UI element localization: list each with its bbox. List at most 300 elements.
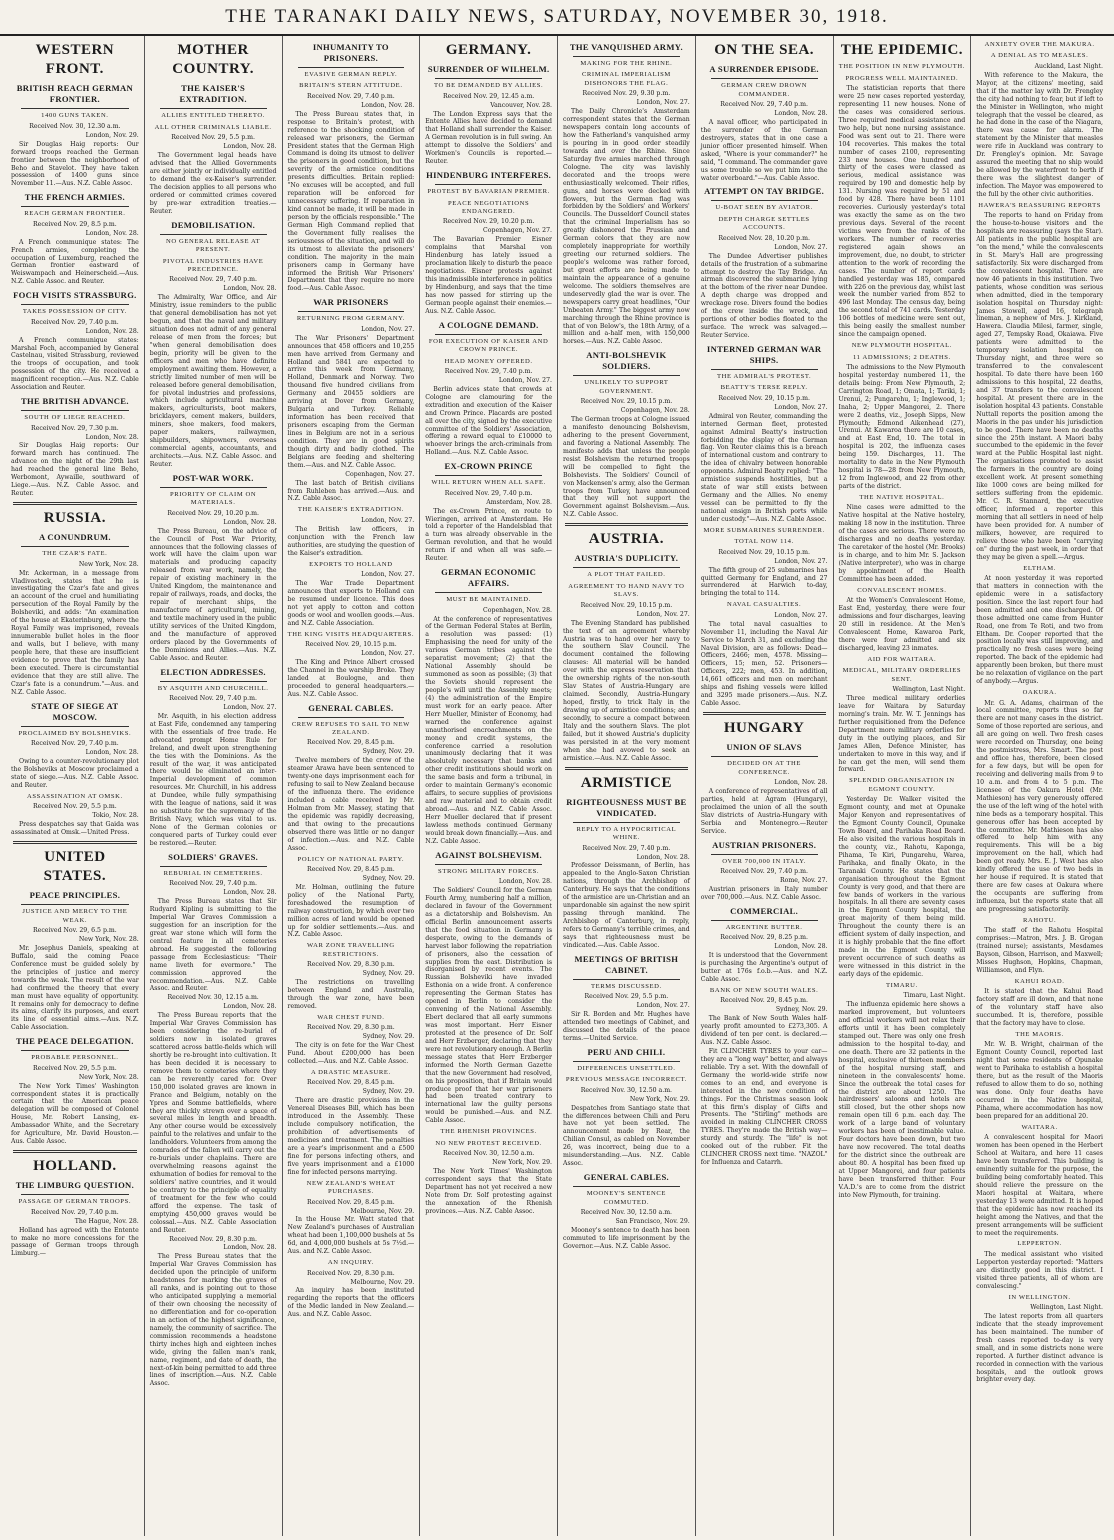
article-body: The latest reports from all quarters indicate that the steady improvement has been maintained. The number of fresh cases reported to-day is very small, and in some districts none were reported. A further distinct advance is recorded in connection with the various hospitals, and the outlook grows brighter every day. bbox=[976, 1312, 1103, 1384]
place-dateline: Copenhagen, Nov. 28. bbox=[620, 407, 690, 415]
subheading: HEAD MONEY OFFERED. bbox=[444, 357, 533, 365]
headline-rule bbox=[711, 200, 818, 201]
article-headline: ANTI-BOLSHEVIK SOLDIERS. bbox=[586, 350, 667, 372]
subheading: DIFFERENCES UNSETTLED. bbox=[577, 1064, 676, 1072]
article-headline: THE LIMBURG QUESTION. bbox=[15, 1180, 135, 1191]
headline-rule bbox=[435, 864, 542, 865]
newspaper-column-5 bbox=[557, 36, 695, 1536]
place-dateline: Sydney, Nov. 29. bbox=[362, 874, 415, 882]
article-body: Nine cases were admitted to the Native hospital at the Native hostelry, making 18 now in the institution. Three of the cases are serious. There were no discharges and no deaths yesterday. The caretaker of the hostel (Mr. Brooks) is in charge, and to him Mr. S. Jackson (Native interpreter), who was in charge by appointment of the Health Committee has been added. bbox=[838, 504, 966, 583]
subheading: PROTEST BY BAVARIAN PREMIER. bbox=[427, 188, 550, 196]
article-body: The German troops at Cologne issued a manifesto denouncing Bolshevism, adhering to the present Government, and favoring a National Assembly. The manifesto adds that unless the people resist Bolshevism the returned troops will be compelled to fight the Bolshevists. The Soldiers' Council of von Mackensen's army, also the German troops from Turkey, have announced that they will not support the Government against Bolshevism.—Aus. N.Z. Cable Assoc. bbox=[563, 416, 690, 519]
article-body: The Evening Standard has published the text of an agreement whereby Austria was to hand over her navy to the southern Slav Council. The document contained the following clauses: All material will be handed over with the express reservation that the ownership rights of the non-south Slav States of Austria-Hungary are claimed. Secondly, Austria-Hungary hoped, firstly, to trick Italy in the drawing up of armistice conditions; and secondly, to secure a compact between Italy and the southern Slavs. The plot failed, but it showed Austria's duplicity was persisted in at the very moment when she had avowed to seek an armistice.—Aus. N.Z. Cable Assoc. bbox=[563, 619, 690, 762]
headline-rule bbox=[573, 567, 680, 568]
received-dateline: Received Nov. 30, 12.50 a.m. bbox=[580, 1086, 673, 1094]
subheading: AID FOR WAITARA. bbox=[867, 655, 937, 663]
masthead: THE TARANAKI DAILY NEWS, SATURDAY, NOVEMBER 30, 1918. bbox=[0, 0, 1114, 36]
received-dateline: Received Nov. 29, 7.40 p.m. bbox=[720, 101, 808, 109]
headline-rule bbox=[711, 369, 818, 370]
received-dateline: Received Nov. 29, 7.40 p.m. bbox=[444, 489, 533, 497]
subheading: BEATTY'S TERSE REPLY. bbox=[720, 384, 808, 392]
received-dateline: Received Nov. 29, 9.30 p.m. bbox=[582, 90, 671, 98]
received-dateline: Received Nov. 29, 8.30 p.m. bbox=[169, 1235, 257, 1243]
received-dateline: Received Nov. 29, 7.40 p.m. bbox=[169, 880, 257, 888]
subheading: FOR EXECUTION OF KAISER AND CROWN PRINCE. bbox=[428, 337, 549, 354]
headline-rule bbox=[21, 304, 129, 305]
place-dateline: London, Nov. 28. bbox=[223, 143, 277, 151]
received-dateline: Received Nov. 29, 7.40 p.m. bbox=[31, 1208, 119, 1216]
place-dateline: London, Nov. 28. bbox=[223, 285, 277, 293]
headline-rule bbox=[435, 334, 542, 335]
newspaper-column-1 bbox=[6, 36, 144, 1536]
article-body: With reference to the Makura, the Mayor, at the citizens' meeting, said that if the matter lay with Dr. Frengley the city had nothing to fear, but if left to the Minister in Wellington, who might telegraph that the vessel be cleared, as he had done in the case of the Niagara, there was cause for alarm. The statement by the Minister that measles were rife in Auckland was contrary to Dr. Frengley's opinion. Mr. Savage assured the meeting that no ship would be allowed by the waterfront to berth if there was the slightest danger of infection. The Mayor was empowered to the full by the other civic authorities. bbox=[976, 71, 1103, 198]
newspaper-column-7 bbox=[833, 36, 971, 1536]
received-dateline: Received Nov. 29, 10.20 p.m. bbox=[167, 509, 259, 517]
article-body: The influenza epidemic here shows a marked improvement, but volunteers and official workers will not relax their efforts until it has been completely stamped out. There was only one fresh admission to the hospital to-day, and one death. There are 32 patients in the hospital, exclusive of thirteen members of the hospital nursing staff, and nineteen in the convalescents' home. Since the outbreak the total cases for the district are about 1250. The hairdressers' saloons and hotels are still closed, but the other shops now remain open till 6 p.m. each day. The work of a large band of voluntary workers has been of inestimable value. Four doctors have been down, but two have now recovered. The total deaths for the district since the outbreak are about 80. A hospital has been fixed up at Upper Mangorei, and four patients have been transferred thither. Four V.A.D.'s are to come from the district into New Plymouth, for training. bbox=[838, 1001, 966, 1199]
article-body: There are drastic provisions in the Venereal Diseases Bill, which has been introduced in the Assembly. These include compulsory notification, the prohibition of advertisements of medicines and treatment. The penalties are a year's imprisonment and a £500 fine for persons infecting others, and five years imprisonment and a £1000 fine for infected persons marrying. bbox=[287, 1097, 415, 1176]
headline-rule bbox=[298, 67, 405, 68]
article-body: The Press Bureau, on the advice of the Council of Post War Priority, announces that the following classes of work will have the claim upon war materials and producing capacity released from war work, namely, the repair of existing machinery in the United Kingdom, the maintenance and repair of railways, roads, and docks, the repair of merchant ships, the manufacture of agricultural, mining, and textile machinery used in the public utility services of the United Kingdom, and the manufacture of approved orders placed by the Governments of the Dominions and Allies.—Aus. N.Z. Cable Assoc. and Reuter. bbox=[149, 527, 277, 662]
subheading: PEACE NEGOTIATIONS ENDANGERED. bbox=[447, 199, 530, 215]
subheading: ASSASSINATION AT OMSK. bbox=[27, 792, 123, 800]
subheading: NEW ZEALAND'S WHEAT PURCHASES. bbox=[306, 1179, 396, 1196]
subheading: ARGENTINE BUTTER. bbox=[725, 923, 803, 931]
received-dateline: Received Nov. 29, 7.40 p.m. bbox=[444, 367, 533, 375]
subheading: THE CZAR'S FATE. bbox=[42, 550, 108, 558]
place-dateline: London, Nov. 29. bbox=[85, 131, 139, 139]
article-body: The New York Times' Washington correspondent states it is practically certain that the American peace delegation will be composed of Colonel House, Mr. Robert Lansing, ex-Ambassador White, and the Secretary for Agriculture, Mr. David Houston.—Aus. Cable Assoc. bbox=[11, 1082, 139, 1146]
article-headline: THE KAISER'S EXTRADITION. bbox=[179, 83, 247, 105]
article-body: The War Prisoners' Department announces that 458 officers and 10,255 men have arrived from Germany and Holland and 5841 are expected to arrive this week from Germany, Holland, Denmark and Norway. Two thousand five hundred civilians from Germany and 20455 soldiers are arriving at Dover from Germany, Bulgaria and Turkey. Reliable information has been received that prisoners escaping from the German lines in Belgium are not in a serious condition. They are in good spirits though dirty and badly clothed. The Belgians are feeding and sheltering them.—Aus. and N.Z. Cable Assoc. bbox=[287, 334, 415, 469]
received-dateline: Received Nov. 29, 7.40 p.m. bbox=[307, 92, 395, 100]
section-heading: GERMANY. bbox=[445, 42, 532, 58]
headline-rule bbox=[160, 866, 267, 867]
section-heading: ON THE SEA. bbox=[714, 42, 815, 58]
headline-rule bbox=[160, 681, 267, 682]
place-dateline: Melbourne, Nov. 29. bbox=[350, 1278, 415, 1286]
received-dateline: Received Nov. 30, 12.50 a.m. bbox=[442, 1150, 535, 1158]
received-dateline: Received Nov. 29, 10.15 p.m. bbox=[718, 548, 810, 556]
article-body: It is understood that the Government is purchasing the Argentine's output of butter at 176s f.o.b.—Aus. and N.Z. Cable Assoc. bbox=[700, 952, 828, 983]
headline-rule bbox=[21, 904, 129, 905]
article-body: The War Trade Department announces that exports to Holland can be resumed under licence. This does not yet apply to cotton and cotton goods or wool and woollen goods.—Aus. and N.Z. Cable Association. bbox=[287, 579, 415, 627]
headline-rule bbox=[711, 920, 818, 921]
article-body: Sir Douglas Haig reports: Our forward march has continued. The advance on the night of the 29th last had reached the general line Beho, Werbomont, Aywaille, southward of Liege.—Aus. N.Z. Cable Assoc. and Reuter. bbox=[11, 442, 139, 498]
article-body: Press despatches say that Gaida was assassinated at Omsk.—United Press. bbox=[11, 820, 139, 836]
place-dateline: Copenhagen, Nov. 27. bbox=[345, 470, 415, 478]
subheading: AN INQUIRY. bbox=[327, 1259, 374, 1267]
newspaper-column-4 bbox=[419, 36, 557, 1536]
article-body: It is stated that the Kahui Road factory staff are ill down, and that none of the voluntary staff have also succumbed. It is, therefore, possible that the factory may have to close. bbox=[976, 988, 1103, 1028]
place-dateline: San Francisco, Nov. 29. bbox=[615, 1217, 690, 1225]
subheading: WILL RETURN WHEN ALL SAFE. bbox=[431, 479, 546, 487]
place-dateline: Sydney, Nov. 29. bbox=[362, 748, 415, 756]
subheading: THE KAISER'S EXTRADITION. bbox=[297, 506, 404, 514]
subheading: POLICY OF NATIONAL PARTY. bbox=[297, 855, 405, 863]
headline-rule bbox=[160, 108, 267, 109]
received-dateline: Received Nov. 29, 10.15 p.m. bbox=[580, 601, 673, 609]
place-dateline: New York, Nov. 29. bbox=[629, 1095, 690, 1103]
received-dateline: Received Nov. 29, 8.45 p.m. bbox=[307, 1079, 395, 1087]
article-body: The medical assistant who visited Lepperton yesterday reported: "Matters are distinctly good in this district. I visited three patients, all of whom are convalescing." bbox=[976, 1250, 1103, 1290]
article-body: The Soldiers' Council for the German Fourth Army, numbering half a million, declared in favour of the Government as a dictatorship and Bolshevism. An official Berlin announcement asserts that the food situation in Germany is desperate, owing to the demands of harvest labor following the repatriation of prisoners, also the cessation of supplies from the east. Distribution is disorganised by recent events. The Russian Bolsheviki have invaded Esthonia on a wide front. A conference representing the German States has opened in Berlin to consider the convening of the National Assembly. Ebert declared that all early summons was most important. Herr Eisner protested at the presence of Dr. Solf and Herr Erzberger, declaring that they were not revolutionary enough. A Berlin message states that Herr Erzberger informed the North German Gazette that the new Government had resolved, on his proposition, that if Britain would produce proof that her war prisoners had been treated contrary to international law the guilty persons would be punished.—Aus. and N.Z. Cable Assoc. bbox=[425, 887, 552, 1125]
article-body: The New York Times' Washington correspondent says that the State Department has not yet received a new Note from Dr. Solf protesting against the annexation of the Rhenish provinces.—Aus. N.Z. Cable Assoc. bbox=[425, 1167, 552, 1215]
received-dateline: Received Nov. 29, 8.25 p.m. bbox=[720, 934, 808, 942]
article-body: The city is on fete for the War Chest Fund. About £200,000 has been collected.—Aus. and N.Z. Cable Assoc. bbox=[287, 1042, 415, 1066]
section-rule bbox=[565, 767, 688, 770]
headline-rule bbox=[160, 234, 267, 235]
place-dateline: London, Nov. 28. bbox=[223, 518, 277, 526]
article-body: The ex-Crown Prince, en route to Wieringen, arrived at Amsterdam. He told a reporter of the Handelsblad that a turn was already observable in the German revolution, and that he would return if and when all was safe.—Reuter. bbox=[425, 507, 552, 563]
received-dateline: Received Nov. 29, 10.15 p.m. bbox=[718, 394, 810, 402]
place-dateline: Sydney, Nov. 29. bbox=[362, 1088, 415, 1096]
place-dateline: London, Nov. 28. bbox=[223, 1244, 277, 1252]
article-body: The London Express says that the Entente Allies have decided to demand that Holland shall surrender the Kaiser. A German revolution is in full swing. An attempt to dissolve the Soldiers' and Workmen's Councils is reported.—Reuter. bbox=[425, 110, 552, 166]
article-body: The Press Bureau states that, in response to Britain's protest, with reference to the shocking condition of released war prisoners, the German President states that the German High Command is doing its utmost to deliver the prisoners in good condition, but the severity of the armistice conditions presents difficulties. Britain replied: "No excuses will be accepted, and full reparation will be enforced for unnecessary suffering. If reparation in kind cannot be made, it will be made in person by the officials responsible." The German High Command replied that the Government fully realises the seriousness of the situation, and will do its utmost to alleviate the prisoners' condition. The majority in the main prisoners camp in Germany have informed the British War Prisoners' Department that they require no more food.—Aus. Cable Assoc. bbox=[287, 110, 415, 293]
headline-rule bbox=[573, 979, 680, 980]
subheading: ANXIETY OVER THE MAKURA. bbox=[984, 41, 1095, 48]
article-body: The King and Prince Albert crossed the Channel in the warship Broke. They landed at Boulogne, and then proceeded to general headquarters.—Aus. N.Z. Cable Assoc. bbox=[287, 658, 415, 698]
article-body: The Bank of New South Wales half-yearly profit amounted to £273,305. A dividend of ten per cent. is declared.—Aus. N.Z. Cable Assoc. bbox=[700, 1015, 828, 1046]
article-headline: AUSTRIA'S DUPLICITY. bbox=[574, 553, 679, 564]
place-dateline: Copenhagen, Nov. 28. bbox=[483, 606, 552, 614]
headline-rule bbox=[21, 410, 129, 411]
subheading: KAHUI ROAD. bbox=[1014, 977, 1065, 985]
place-dateline: London, Nov. 27. bbox=[774, 243, 828, 251]
subheading: THE NATIVE HOSPITAL. bbox=[859, 493, 945, 501]
subheading: THE KING VISITS HEADQUARTERS. bbox=[287, 630, 415, 638]
article-body: Mooney's sentence to death has been commuted to life imprisonment by the Governor.—Aus. N.Z. Cable Assoc. bbox=[563, 1226, 690, 1250]
article-headline: GENERAL CABLES. bbox=[583, 1172, 669, 1183]
place-dateline: Sydney, Nov. 29. bbox=[362, 970, 415, 978]
place-dateline: London, Nov. 28. bbox=[85, 327, 139, 335]
article-body: Yesterday Dr. Walker visited the Egmont county, and met at Opunake Major Kenyon and representatives of the Egmont County Council, Opunake Town Board, and Parihaka Road Board. He also visited the various hospitals in the county, viz., Rahotu, Kaponga, Pihama, Te Kiri, Pungarehu, Warea, Parihaka, and finally Okato, in the Taranaki County. He states that the organisation throughout the Egmont County is very good, and that there are few bands of workers in the various hospitals. In all there are seventy cases in the Egmont County hospital, the great majority of them being mild. Throughout the county there is an efficient system of daily inspection, and it is highly probable that the fine effort made in the Egmont County will prevent occurrence of such deaths as were witnessed in this district in the early days of the epidemic. bbox=[838, 796, 966, 978]
article-body: Mr. Asquith, in his election address at East Fife, condemned any tampering with the essentials of free trade. He advocated prompt Home Rule for Ireland, and dwelt upon strengthening the ties with the Dominions. As the result of the war, it was anticipated there would be eliminated an inter-Imperial development of common resources. Mr. Churchill, in his address at Dundee, while fully sympathising with the league of nations, said it was no substitute for the supremacy of the British Navy, which was vital to us. None of the German colonies or conquered parts of Turkey could ever be restored.—Reuter. bbox=[149, 712, 277, 847]
headline-rule bbox=[21, 1194, 129, 1195]
subheading: PROBABLE PERSONNEL. bbox=[31, 1054, 119, 1062]
article-body: The Daily Chronicle's Amsterdam correspondent states that the German newspapers contain long accounts of how the Fatherland's vanquished army is pouring in in good order steadily towards and over the Rhine. Since Saturday five armies marched through Cologne. The city was lavishly decorated and the troops were enthusiastically welcomed. Their rifles, guns, and horses were decked with flowers, but the German flag was forbidden by the Soldiers' and Workers' Councils. The Dusseldorf Council states that the criminal Imperialism has so greatly dishonored the Prussian and German colors that they are now completely inappropriate for worthily greeting our returned soldiers. The people's welcome was rather forced, but great efforts are being made to maintain the appearance of a genuine welcome. The soldiers themselves are undeservedly glad the war is over. The newspapers carry great headlines, "Our Unbeaten Army." The biggest army now marching through the Rhine province is that of von Below's, the 18th Army, of a million and a-half men, with 150,000 horses.—Aus. N.Z. Cable Assoc. bbox=[563, 108, 690, 346]
subheading: PASSAGE OF GERMAN TROOPS. bbox=[18, 1198, 132, 1206]
article-body: Holland has agreed with the Entente to make no more concessions for the passage of German troops through Limburg.— bbox=[11, 1226, 139, 1258]
received-dateline: Received Nov. 28, 10.20 p.m. bbox=[718, 234, 810, 242]
article-body: Mr. Holman, outlining the future policy of the National Party, foreshadowed the resumption of railway construction, by which over two million acres of land would be opened up for soldier settlements.—Aus. and N.Z. Cable Assoc. bbox=[287, 883, 415, 939]
received-dateline: Received Nov. 29, 6.5 p.m. bbox=[33, 927, 117, 935]
section-heading: MOTHER COUNTRY. bbox=[172, 42, 254, 78]
section-heading: THE EPIDEMIC. bbox=[840, 42, 964, 58]
received-dateline: Received Nov. 29, 5.5 p.m. bbox=[584, 993, 669, 1001]
subheading: THE MAORIS. bbox=[1015, 1031, 1064, 1038]
received-dateline: Received Nov. 29, 8.30 p.m. bbox=[307, 1269, 395, 1277]
article-body: At noon yesterday it was reported that matters in connection with the epidemic were in a satisfactory position. Since the last report four had been admitted and one discharged. Of those admitted one came from Hunter Road, one from Te Roti, and two from Eltham. Dr. Cooper reported that the position locally was still improving, and practically no fresh cases were being reported. The back of the epidemic had apparently been broken, but there must be no relaxation of vigilance on the part of anybody.—Argus. bbox=[976, 574, 1103, 686]
place-dateline: London, Nov. 28. bbox=[774, 779, 828, 787]
section-heading: RUSSIA. bbox=[43, 510, 107, 526]
subheading: WAITARA. bbox=[1021, 1123, 1058, 1131]
headline-rule bbox=[21, 108, 129, 109]
article-headline: BRITISH REACH GERMAN FRONTIER. bbox=[16, 83, 134, 105]
subheading: RETURNING FROM GERMANY. bbox=[296, 315, 405, 323]
article-body: The fifth group of 25 submarines has quitted Germany for England, and 27 surrendered at Harwich to-day, bringing the total to 114. bbox=[700, 566, 828, 598]
subheading: NEW PLYMOUTH HOSPITAL. bbox=[851, 342, 953, 350]
article-body: Three medical military orderlies leave for Waitara by Saturday morning's train. Mr. W. T. Jennings has further requisitioned from the Defence Department more military orderlies for duty in the outlying places, and Sir James Allen, Defence Minister, has undertaken to move in this way, and if he can get the men, will send them forward. bbox=[838, 695, 966, 774]
article-headline: GENERAL CABLES. bbox=[308, 702, 394, 713]
subheading: CONVALESCENT HOMES. bbox=[857, 586, 947, 594]
article-headline: AGAINST BOLSHEVISM. bbox=[435, 849, 543, 860]
columns-container bbox=[6, 36, 1108, 1536]
subheading: AGREEMENT TO HAND NAVY TO SLAVS. bbox=[568, 582, 685, 599]
subheading: STRONG MILITARY FORCES. bbox=[438, 867, 540, 875]
headline-rule bbox=[435, 184, 542, 185]
article-headline: PERU AND CHILI. bbox=[587, 1046, 666, 1057]
article-body: The last batch of British civilians from Ruhleben has arrived.—Aus. and N.Z. Cable Assoc. bbox=[287, 479, 415, 503]
subheading: EXPORTS TO HOLLAND bbox=[309, 560, 393, 568]
section-heading: UNITED STATES. bbox=[43, 848, 107, 884]
section-rule bbox=[13, 502, 137, 505]
received-dateline: Received Nov. 30, 12.30 a.m. bbox=[29, 122, 121, 130]
place-dateline: Wellington, Last Night. bbox=[892, 686, 966, 694]
subheading: THE ADMIRAL'S PROTEST. bbox=[716, 372, 812, 380]
headline-rule bbox=[711, 78, 818, 79]
subheading: WAR ZONE TRAVELLING RESTRICTIONS. bbox=[307, 942, 395, 958]
headline-rule bbox=[435, 475, 542, 476]
headline-rule bbox=[573, 822, 680, 823]
subheading: PROGRESS WELL MAINTAINED. bbox=[845, 74, 959, 82]
article-headline: EX-CROWN PRINCE bbox=[444, 461, 533, 472]
subheading: SPLENDID ORGANISATION IN EGMONT COUNTY. bbox=[849, 777, 955, 793]
received-dateline: Received Nov. 29, 8.5 p.m. bbox=[33, 220, 117, 228]
article-headline: A CONUNDRUM. bbox=[38, 532, 111, 543]
place-dateline: New York, Nov. 28. bbox=[78, 560, 139, 568]
received-dateline: Received Nov. 29, 8.30 p.m. bbox=[307, 1024, 395, 1032]
place-dateline: London, Nov. 27. bbox=[361, 649, 415, 657]
article-body: A conference of representatives of all parties, held at Agram (Hungary), proclaimed the union of all the south Slav districts of Austria-Hungary with Serbia and Montenegro.—Reuter Service. bbox=[700, 788, 828, 835]
article-headline: INTERNED GERMAN WAR SHIPS. bbox=[706, 343, 822, 365]
subheading: CRIMINAL IMPERIALISM DISHONORS THE FLAG. bbox=[581, 71, 671, 87]
place-dateline: London, Nov. 28. bbox=[498, 878, 552, 886]
headline-rule bbox=[435, 78, 542, 79]
article-body: The Government legal heads have advised that the Allied Governments are either jointly or individually entitled to demand the ex-Kaiser's surrender. The decision applies to all persons who ordered or committed crimes covered by pre-war extradition treaties.—Reuter. bbox=[149, 152, 277, 215]
place-dateline: London, Nov. 28. bbox=[361, 101, 415, 109]
subheading: REPLY TO A HYPOCRITICAL WHINE. bbox=[576, 825, 677, 842]
subheading: OVER 700,000 IN ITALY. bbox=[722, 857, 807, 865]
article-body: The admissions to the New Plymouth hospital yesterday numbered 11, the details being: From New Plymouth, 2; Carrington Road, 1; Omata, 1; Tariki, 1; Urenui, 2; Pungarehu, 1; Inglewood, 1; Inaha, 2; Upper Mangorei, 2. There were 2 deaths, viz., Joseph Sipps, New Plymouth; Edmond Aikenhead (27), Urenui. At Kawaroa there are 10 cases, and at East End, 10. The total in hospital is 202, the influenza cases being 159. Discharges, 11. The mortality to date in the New Plymouth hospital is 78—28 from New Plymouth, 12 from Inglewood, and 22 from other parts of the district. bbox=[838, 363, 966, 490]
subheading: OAKURA. bbox=[1022, 689, 1057, 697]
subheading: PROCLAIMED BY BOLSHEVIKS. bbox=[18, 729, 132, 737]
place-dateline: London, Nov. 27. bbox=[636, 610, 690, 618]
received-dateline: Received Nov. 29, 7.40 p.m. bbox=[169, 695, 257, 702]
received-dateline: Received Nov. 29, 8.45 p.m. bbox=[307, 865, 395, 873]
subheading: A DRASTIC MEASURE. bbox=[310, 1069, 391, 1076]
headline-rule bbox=[21, 726, 129, 727]
place-dateline: New York, Nov. 29. bbox=[492, 1159, 552, 1166]
article-body: The Press Bureau reports that the Imperial War Graves Commission has been considering the re-burial of soldiers now in isolated graves scattered across battle-fields which will shortly be re-brought into cultivation. It has been decided it is necessary to remove them to cemeteries where they can be reverently cared for. Over 150,000 isolated graves are known in France and Belgium, notably on the Ypres and Somme battlefields, where they are thickly strewn over a space of several miles in length and breadth. Any other course would be excessively painful to the relatives and unfair to the landholders. Volunteers from among the comrades of the fallen will carry out the re-burials under chaplains. There are overwhelming reasons against the exhumation of bodies for removal to the soldiers' native countries, and it would be contrary to the principle of equality of treatment for the few who could afford the expense. The task of emptying 450,000 graves would be colossal.—Aus. N.Z. Cable Association and Reuter. bbox=[149, 1012, 277, 1234]
section-rule bbox=[565, 523, 688, 526]
received-dateline: Received Nov. 29, 10.20 p.m. bbox=[442, 218, 535, 226]
article-body: Twelve members of the crew of the steamer Arawa have been sentenced to twenty-one days imprisonment each for refusing to sail to New Zealand because of the influenza there. The evidence included a cable received by Mr. Holman from Mr. Massey, stating that the epidemic was rapidly decreasing, and that owing to the precautions observed there was little or no danger of infection.—Aus. and N.Z. Cable Assoc. bbox=[287, 757, 415, 852]
subheading: HAWERA'S REASSURING REPORTS bbox=[978, 201, 1101, 209]
received-dateline: Received Nov. 29, 7.40 p.m. bbox=[582, 844, 671, 852]
received-dateline: Received Nov. 29, 5.5 p.m. bbox=[171, 134, 255, 142]
article-body: The Press Bureau states that the Imperial War Graves Commission has decided upon the principle of uniform headstones for marking the graves of all ranks, and is pointing out to those who anticipated supplying a memorial of their own choosing the necessity of no differentiation and for co-operation in an action of the highest significance, namely, the community of sacrifice. The commission recommends a headstone thirty inches high and eighteen inches wide, giving the fallen man's rank, name, regiment, and date of death, the next-of-kin being permitted to add three lines of inscription.—Aus. N.Z. Cable Assoc. bbox=[149, 1253, 277, 1388]
received-dateline: Received Nov. 29, 5.5 p.m. bbox=[33, 1064, 117, 1072]
place-dateline: London, Nov. 28. bbox=[85, 433, 139, 441]
place-dateline: London, Nov. 27. bbox=[361, 570, 415, 578]
section-heading: ARMISTICE bbox=[580, 774, 672, 791]
received-dateline: Received Nov. 29, 10.15 p.m. bbox=[305, 640, 397, 648]
received-dateline: Received Nov. 29, 8.45 p.m. bbox=[307, 739, 395, 747]
article-body: The staff of the Rahotu Hospital comprises:—Matron, Mrs. J. B. Grogan (trained nurse); assistants, Mesdames Bayson, Gibson, Harrison, and Maxwell; Misses Hughson, Hopkins, Chapman, Williamson, and Flyn. bbox=[976, 927, 1103, 974]
subheading: A PLOT THAT FAILED. bbox=[587, 571, 666, 579]
article-body: Mr. Ackerman, in a message from Vladivostock, states that he is investigating the Czar's fate and gives an account of the cruel and humiliating persecution of the Royal Family by the Bolsheviki, and adds: "An examination of the house at Ekaterinburg, where the Royal Family was imprisoned, reveals innumerable bullet holes in the floor and walls, but I believe, with many people here, that these are insufficient evidence to prove that the family has been executed. There is circumstantial evidence that they are still alive. The Czar's fate is a conundrum."—Aus. and N.Z. Cable Assoc. bbox=[11, 569, 139, 696]
article-body: The total naval casualties to November 11, including the Naval Air Service to March 31, and excluding the Naval Division, are as follows: Dead—Officers, 2466; men, 4578. Missing—Officers, 15; men, 52. Prisoners—Officers, 222; men, 453. In addition, 14,661 officers and men on merchant ships and fishing vessels were killed and 3295 made prisoners.—Aus. N.Z. Cable Assoc. bbox=[700, 620, 828, 708]
article-body: At the conference of representatives of the German Federal States at Berlin, a resolution was passed: (1) Emphasising the need for unity of the various German tribes against the separatist movement; (2) that the National Assembly should be summoned as soon as possible; (3) that the Soviets should represent the people's will until the Assembly meets; (4) the administration of the Empire must work for an early peace. After Herr Mueller, Minister of Economy, had warned the conference against unauthorised encroachments on the money and credit systems, the conference carried a resolution unanimously declaring that it was absolutely necessary that banks and other credit institutions should work on the same basis and form a tribunal, in order to maintain Germany's economic affairs, to secure supplies of provisions and raw material and to obtain credit abroad.—Aus. and N.Z. Cable Assoc. Herr Mueller declared that if present lawless methods continued Germany would break down financially.—Aus. and N.Z. Cable Assoc. bbox=[425, 615, 552, 845]
section-heading: HUNGARY bbox=[723, 720, 805, 736]
article-headline: POST-WAR WORK. bbox=[172, 472, 254, 483]
section-heading: HOLLAND. bbox=[33, 1158, 117, 1175]
article-headline: ELECTION ADDRESSES. bbox=[160, 666, 266, 677]
place-dateline: Sydney, Nov. 29. bbox=[362, 1033, 415, 1041]
subheading: WAR CHEST FUND. bbox=[317, 1013, 385, 1021]
newspaper-column-2 bbox=[144, 36, 282, 1536]
article-body: In the House Mr. Watt stated that New Zealand's purchases of Australian wheat had been 1,100,000 bushels at 5s 6d, and 4,000,000 bushels at 5s 7½d.—Aus. and N.Z. Cable Assoc. bbox=[287, 1216, 415, 1256]
article-headline: SOLDIERS' GRAVES. bbox=[168, 851, 259, 862]
headline-rule bbox=[21, 1050, 129, 1051]
place-dateline: Rome, Nov. 27. bbox=[779, 877, 828, 884]
place-dateline: Melbourne, Nov. 29. bbox=[350, 1207, 415, 1215]
subheading: LEPPERTON. bbox=[1017, 1240, 1062, 1248]
place-dateline: London, Nov. 27. bbox=[223, 703, 277, 711]
subheading: IN WELLINGTON. bbox=[1008, 1293, 1071, 1301]
place-dateline: London, Nov. 27. bbox=[774, 557, 828, 565]
headline-rule bbox=[573, 1186, 680, 1187]
received-dateline: Received Nov. 29, 8.30 p.m. bbox=[307, 961, 395, 969]
received-dateline: Received Nov. 29, 7.40 p.m. bbox=[720, 868, 808, 876]
article-body: Owing to a counter-revolutionary plot the Bolsheviks at Moscow proclaimed a state of siege.—Aus. N.Z. Cable Assoc. and Reuter. bbox=[11, 757, 139, 789]
headline-rule bbox=[573, 1061, 680, 1062]
subheading: MOONEY'S SENTENCE COMMUTED. bbox=[586, 1190, 667, 1206]
newspaper-column-6 bbox=[695, 36, 833, 1536]
subheading: U-BOAT SEEN BY AVIATOR. bbox=[715, 204, 813, 212]
headline-rule bbox=[160, 487, 267, 488]
place-dateline: London, Nov. 28. bbox=[636, 853, 690, 861]
received-dateline: Received Nov. 30, 12.15 a.m. bbox=[167, 994, 259, 1002]
received-dateline: Received Nov. 29, 7.40 p.m. bbox=[169, 276, 257, 284]
newspaper-column-3 bbox=[282, 36, 420, 1536]
article-headline: COMMERCIAL. bbox=[730, 905, 799, 916]
headline-rule bbox=[21, 546, 129, 547]
newspaper-column-8 bbox=[970, 36, 1108, 1536]
place-dateline: London, Nov. 28. bbox=[85, 748, 139, 756]
article-body: The Dundee Advertiser publishes details of the frustration of a submarine attempt to destroy the Tay Bridge. An airman discovered the submarine lying at the bottom of the river near Dundee. A depth charge was dropped and wreckage rose. Divers found the bodies of the crew inside the wreck, and portions of other bodies floated to the surface. The wreck was salvaged.—Reuter Service. bbox=[700, 252, 828, 339]
place-dateline: Tokio, Nov. 28. bbox=[92, 812, 139, 819]
received-dateline: Received Nov. 29, 5.5 p.m. bbox=[33, 803, 117, 811]
place-dateline: London, Nov. 27. bbox=[498, 376, 552, 384]
article-body: Sir R. Borden and Mr. Hughes have attended two meetings of Cabinet, and discussed the details of the peace terms.—United Service. bbox=[563, 1011, 690, 1042]
place-dateline: Amsterdam, Nov. 28. bbox=[486, 498, 552, 506]
article-body: A French communique states: Marshal Foch, accompanied by General Castelnau, visited Strassburg, reviewed the troops of occupation, and took possession of the city. He received a magnificent reception.—Aus. N.Z. Cable Association and Reuter. bbox=[11, 336, 139, 392]
headline-rule bbox=[298, 717, 405, 718]
subheading: CREW REFUSES TO SAIL TO NEW ZEALAND. bbox=[291, 720, 410, 736]
article-headline: UNION OF SLAVS bbox=[726, 742, 802, 753]
subheading: BY ASQUITH AND CHURCHILL. bbox=[157, 684, 269, 692]
article-body: Berlin advices state that crowds at Cologne are clamouring for the extradition and execution of the Kaiser and Crown Prince. Placards are posted all over the city, signed by the executive committee of the Soldiers' Association, offering a reward equal to £10000 to whoever brings the arch-criminals from Holland.—Aus. N.Z. Cable Assoc. bbox=[425, 385, 552, 457]
section-rule bbox=[13, 841, 137, 844]
place-dateline: New York, Nov. 28. bbox=[78, 1073, 139, 1081]
place-dateline: London, Nov. 27. bbox=[636, 99, 690, 107]
subheading: TERMS DISCUSSED. bbox=[590, 982, 662, 990]
headline-rule bbox=[573, 375, 680, 376]
article-body: The Bavarian Premier Eisner complains that Marshal von Hindenburg has lately issued a proclamation likely to disturb the peace negotiations. Eisner protests against this inadmissible interference in politics by Hindenburg, and says that the time has now passed for stirring up the German people against their enemies.—Aus. N.Z. Cable Assoc. bbox=[425, 236, 552, 315]
place-dateline: Wellington, Last Night. bbox=[1030, 1304, 1103, 1311]
article-body: A French communique states: The French armies, completing the occupation of Luxemburg, reached the German frontier eastward of Weiswampach and Heinerscheid.—Aus. N.Z. Cable Assoc. and Reuter. bbox=[11, 238, 139, 286]
subheading: REBURIAL IN CEMETERIES. bbox=[163, 869, 263, 877]
received-dateline: Received Nov. 29, 8.45 p.m. bbox=[307, 1198, 395, 1206]
article-headline: THE PEACE DELEGATION. bbox=[16, 1036, 134, 1047]
article-body: The Admiralty, War Office, and Air Ministry, issue reminders to the public that general demobilisation has not yet begun, and that the naval and military situation does not admit of any general release of men from the forces; but "when general demobilisation does begin, priority will be given to the officers and men who have definite employment awaiting them. However, a strictly limited number of men will be released before general demobilisation, for pivotal industries and professions, which include agricultural machine makers, agriculturists, boot makers, bricklayers, cement makers, builders, miners, shoe makers, food makers, paper makers, railwaymen, shipbuilders, shipowners, overseas commercial agents, accountants, and architects.—Aus. N.Z. Cable Assoc. and Reuter. bbox=[149, 294, 277, 468]
subheading: NAVAL CASUALTIES. bbox=[726, 601, 802, 609]
article-headline: HINDENBURG INTERFERES. bbox=[426, 170, 552, 181]
received-dateline: Received Nov. 29, 7.30 p.m. bbox=[31, 424, 119, 432]
subheading: DEPTH CHARGE SETTLES ACCOUNTS. bbox=[718, 215, 810, 232]
article-body: Mr. W. B. Wright, chairman of the Egmont County Council, reported last night that some residents of Opunake went to Parihaka to establish a hospital there, but as the result of the Maoris refused to allow them to do so, nothing was done. Only four deaths have occurred in the Native hospital, Pihama, where accommodation has now been prepared for an additional 20. bbox=[976, 1041, 1103, 1120]
article-headline: PEACE PRINCIPLES. bbox=[29, 890, 121, 901]
received-dateline: Received Nov. 29, 7.40 p.m. bbox=[31, 740, 119, 747]
article-headline: WAR PRISONERS bbox=[313, 297, 389, 308]
subheading: DECIDED ON AT THE CONFERENCE. bbox=[727, 760, 802, 776]
subheading: EVASIVE GERMAN REPLY. bbox=[304, 71, 398, 78]
place-dateline: Auckland, Last Night. bbox=[1034, 62, 1103, 70]
subheading: PIVOTAL INDUSTRIES HAVE PRECEDENCE. bbox=[162, 257, 264, 273]
article-body: Mr. G. A. Adams, chairman of the local committee, reports thus so far there are not many cases in the district. Some of those reported are serious, and all are going on well. Two fresh cases were recorded on Thursday, one being the postmistress, Mrs. Smart. The post and office has, therefore, been closed for a few days, but will be open for receiving and delivering mails from 9 to 10 a.m. and from 4 to 5 p.m. The licensee of the Oakura Hotel (Mr. Mathieson) has very generously offered the use of the left wing of the hotel with nine beds as a temporary hospital. This generous offer has been accepted by the committee. Mr. Mathieson has also offered to help him with any requirements. This will be a big improvement on the hall, which had been got ready. Mrs. E. J. West has also kindly offered the use of two beds in her house if required. It is stated that there are few cases at Oakura where the occupants are suffering from influenza, but the reports state that all are progressing satisfactorily. bbox=[976, 699, 1103, 913]
article-body: Despatches from Santiago state that the differences between Chili and Peru have not yet been settled. The announcement made by Rear, the Chilian Consul, as cabled on November 26, was incorrect, being due to a misunderstanding.—Aus. N.Z. Cable Assoc. bbox=[563, 1104, 690, 1168]
subheading: BANK OF NEW SOUTH WALES. bbox=[709, 986, 819, 994]
article-body: Fit CLINCHER TYRES to your car—they are a "long way" better, and always reliable. Try a set. With the downfall of Germany the world-wide strife now comes to an end, and everyone is interested in the new condition of things. For the Christmas season look at this firm's display of Gifts and Presents. The "Stirling" methods are avoided in making CLINCHER CROSS TYRES. They're made the British way—sturdy and sturdy. The "life" is not cooked out of the rubber. Fit the CLINCHER CROSS next time. "NAZOL" for Influenza and Catarrh. bbox=[700, 1047, 828, 1167]
subheading: ALL OTHER CRIMINALS LIABLE. bbox=[154, 123, 272, 131]
headline-rule bbox=[711, 854, 818, 855]
subheading: MUST BE MAINTAINED. bbox=[446, 596, 531, 604]
article-headline: A COLOGNE DEMAND. bbox=[438, 319, 539, 330]
subheading: 1400 GUNS TAKEN. bbox=[41, 112, 109, 120]
article-headline: THE VANQUISHED ARMY. bbox=[569, 42, 683, 52]
received-dateline: Received Nov. 29, 10.15 p.m. bbox=[580, 398, 673, 406]
article-headline: THE FRENCH ARMIES. bbox=[24, 192, 125, 203]
subheading: NO GENERAL RELEASE AT PRESENT. bbox=[166, 237, 261, 254]
subheading: A DENIAL AS TO MEASLES. bbox=[990, 52, 1089, 60]
article-body: The reports to hand on Friday from the house-to-house visitors and the hospitals are reassuring (says the Star). All patients in the public hospital are "on the mend," while the convalescents in St. Mary's Hall are progressing satisfactorily. Six were discharged from the convalescent hospital. There are now 46 patients in this institution. Two patients, whose condition was serious when admitted, died in the temporary isolation hospital on Thursday night: James Stowell, aged 16, telegraph lineman, a nephew of Mrs. J. Kirkland, Hawera. Claudia Milesi, farmer, single, aged 27, Tempsky Road, Okaiawa. Five patients were admitted to the temporary isolation hospital on Thursday night, and three were so transferred to the convalescent hospital. To date there have been 160 admissions to this hospital, 22 deaths, and 37 transfers to the convalescent hospital. At present there are in the isolation hospital 43 patients. Constable Nuttall reports the position among the Maoris in the pas under his jurisdiction to be good. There have been no deaths since the 25th instant. A Maori baby succumbed to the epidemic in the fever ward at the Public Hospital last night. The organisations promoted to assist the farmers in the country are doing excellent work. At present something like 1000 cows are being milked for settlers suffering from the epidemic. Mr. C. R. Stannard, the executive officer, informed a reporter this morning that all settlers in need of help have been provided for. A number of milkers, however, are required to relieve those who have been "carrying on" during the past week, in order that they may be given a spell.—Argus. bbox=[976, 212, 1103, 561]
subheading: TOTAL NOW 114. bbox=[734, 538, 794, 546]
place-dateline: London, Nov. 27. bbox=[361, 325, 415, 333]
subheading: PRIORITY OF CLAIM ON MATERIALS. bbox=[169, 490, 257, 507]
headline-rule bbox=[435, 592, 542, 593]
article-headline: DEMOBILISATION. bbox=[171, 219, 256, 230]
subheading: MORE SUBMARINES SURRENDER. bbox=[703, 526, 825, 534]
subheading: THE POSITION IN NEW PLYMOUTH. bbox=[838, 63, 966, 71]
section-heading: WESTERN FRONT. bbox=[35, 42, 115, 78]
subheading: REACH GERMAN FRONTIER. bbox=[24, 210, 126, 218]
section-rule bbox=[13, 1150, 137, 1153]
article-headline: A SURRENDER EPISODE. bbox=[709, 64, 819, 75]
headline-rule bbox=[573, 56, 680, 57]
article-body: A naval officer, who participated in the surrender of the German destroyers, states that in one case a junior officer presented himself. When asked, "Where is your commander?" he said, "I command. The commander gave us some trouble so we put him into the water overboard."—Aus. Cable Assoc. bbox=[700, 118, 828, 182]
headline-rule bbox=[711, 756, 818, 757]
section-heading: AUSTRIA. bbox=[588, 531, 664, 548]
article-headline: AUSTRIAN PRISONERS. bbox=[712, 839, 817, 850]
subheading: TIMARU. bbox=[885, 981, 918, 989]
place-dateline: London, Nov. 28. bbox=[223, 889, 277, 897]
place-dateline: Timaru, Last Night. bbox=[903, 992, 966, 1000]
article-headline: GERMAN ECONOMIC AFFAIRS. bbox=[441, 567, 537, 589]
received-dateline: Received Nov. 29, 12.45 a.m. bbox=[442, 92, 535, 100]
article-headline: THE BRITISH ADVANCE. bbox=[20, 396, 129, 407]
